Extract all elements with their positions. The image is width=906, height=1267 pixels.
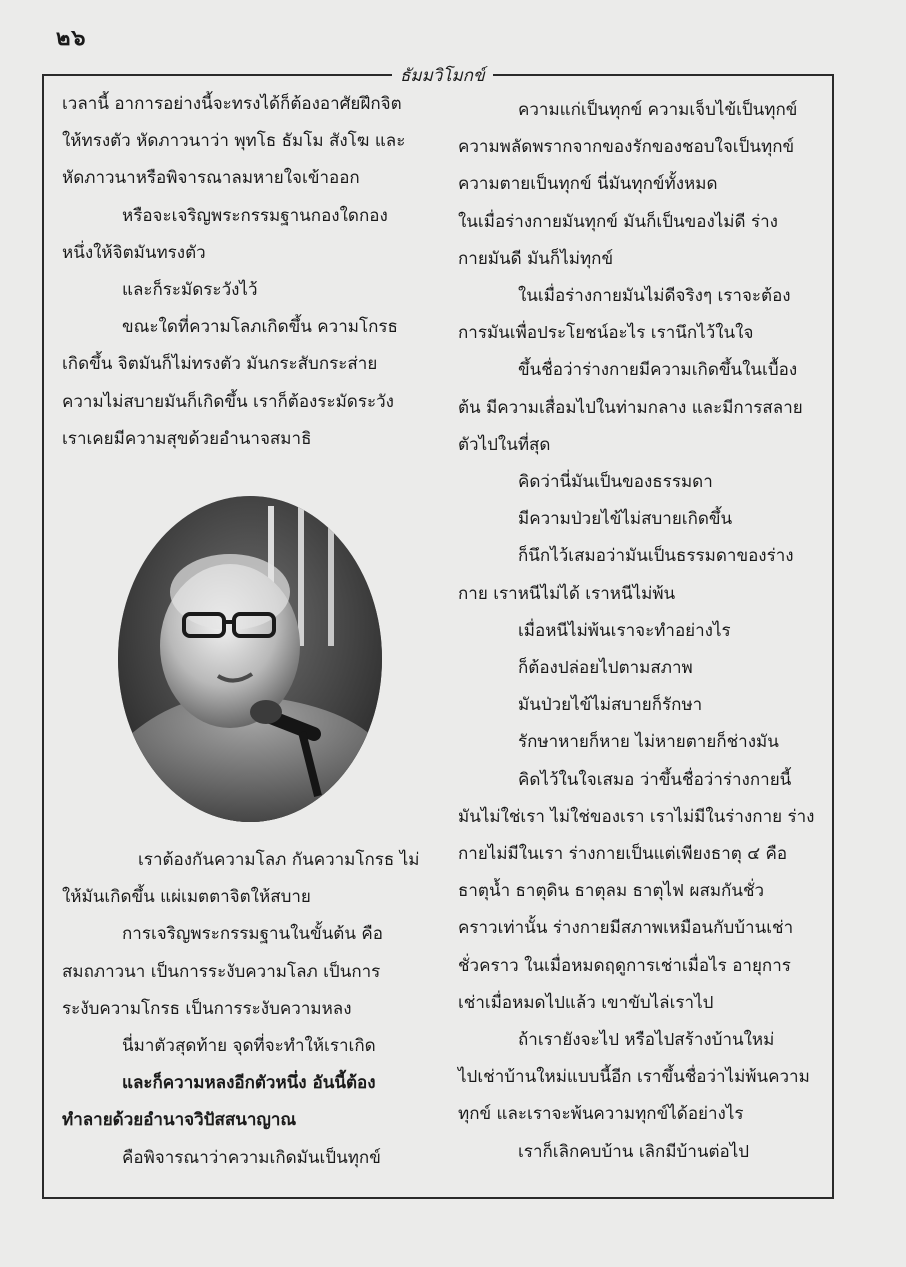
text-line: คิดว่านี่มันเป็นของธรรมดา	[518, 472, 713, 493]
text-line: เราก็เลิกคบบ้าน เลิกมีบ้านต่อไป	[518, 1141, 750, 1162]
text-line: การมันเพื่อประโยชน์อะไร เรานึกไว้ในใจ	[458, 323, 754, 344]
text-line: ให้มันเกิดขึ้น แผ่เมตตาจิตให้สบาย	[62, 887, 311, 908]
text-line: คือพิจารณาว่าความเกิดมันเป็นทุกข์	[122, 1147, 381, 1168]
text-line: ต้น มีความเสื่อมไปในท่ามกลาง และมีการสลาย	[458, 397, 803, 418]
text-line: เวลานี้ อาการอย่างนี้จะทรงได้ก็ต้องอาศัยฝึกจิต	[62, 94, 402, 114]
left-column-top	[62, 86, 434, 458]
left-column-bottom	[62, 842, 434, 1177]
text-line: ความแก่เป็นทุกข์ ความเจ็บไข้เป็นทุกข์	[518, 100, 798, 120]
text-line: ให้ทรงตัว หัดภาวนาว่า พุทโธ ธัมโม สังโฆ และ	[62, 131, 406, 152]
text-line: ทุกข์ และเราจะพ้นความทุกข์ได้อย่างไร	[458, 1104, 744, 1125]
text-line: ธาตุน้ำ ธาตุดิน ธาตุลม ธาตุไฟ ผสมกันชั่ว	[458, 881, 765, 902]
text-line: มีความป่วยไข้ไม่สบายเกิดขึ้น	[518, 509, 733, 530]
page-number: ๒๖	[56, 26, 87, 51]
text-line: ก็ต้องปล่อยไปตามสภาพ	[518, 658, 693, 679]
text-line: กายไม่มีในเรา ร่างกายเป็นแต่เพียงธาตุ ๔ คือ	[458, 844, 788, 865]
text-line: เราเคยมีความสุขด้วยอำนาจสมาธิ	[62, 428, 312, 449]
text-line: รักษาหายก็หาย ไม่หายตายก็ช่างมัน	[518, 732, 779, 753]
text-line: ขึ้นชื่อว่าร่างกายมีความเกิดขึ้นในเบื้อง	[518, 360, 798, 381]
text-line: ระงับความโกรธ เป็นการระงับความหลง	[62, 998, 352, 1019]
text-line: ในเมื่อร่างกายมันไม่ดีจริงๆ เราจะต้อง	[518, 286, 791, 307]
text-line: มันป่วยไข้ไม่สบายก็รักษา	[518, 695, 703, 716]
text-line: กายมันดี มันก็ไม่ทุกข์	[458, 248, 614, 269]
text-line: ทำลายด้วยอำนาจวิปัสสนาญาณ	[62, 1110, 297, 1131]
text-line: และก็ระมัดระวังไว้	[122, 280, 258, 301]
text-line: ถ้าเรายังจะไป หรือไปสร้างบ้านใหม่	[518, 1030, 775, 1051]
text-line: เมื่อหนีไม่พ้นเราจะทำอย่างไร	[518, 620, 731, 641]
text-line: ตัวไปในที่สุด	[458, 434, 551, 455]
text-line: ขณะใดที่ความโลภเกิดขึ้น ความโกรธ	[122, 317, 398, 338]
text-line: เช่าเมื่อหมดไปแล้ว เขาขับไล่เราไป	[458, 992, 714, 1013]
text-line: หนึ่งให้จิตมันทรงตัว	[62, 242, 206, 263]
text-line: ความไม่สบายมันก็เกิดขึ้น เราก็ต้องระมัดระวัง	[62, 391, 394, 412]
text-line: นี่มาตัวสุดท้าย จุดที่จะทำให้เราเกิด	[122, 1036, 376, 1057]
text-line: และก็ความหลงอีกตัวหนึ่ง อันนี้ต้อง	[122, 1073, 376, 1094]
monk-portrait-photo	[118, 496, 382, 822]
text-line: เกิดขึ้น จิตมันก็ไม่ทรงตัว มันกระสับกระส่าย	[62, 354, 378, 375]
text-line: ความพลัดพรากจากของรักของชอบใจเป็นทุกข์	[458, 137, 795, 158]
portrait-illustration	[118, 496, 382, 822]
text-line: หรือจะเจริญพระกรรมฐานกองใดกอง	[122, 205, 388, 226]
text-line: คราวเท่านั้น ร่างกายมีสภาพเหมือนกับบ้านเช่า	[458, 918, 794, 939]
text-line: ไปเช่าบ้านใหม่แบบนี้อีก เราขึ้นชื่อว่าไม่พ้นความ	[458, 1067, 810, 1088]
text-line: หัดภาวนาหรือพิจารณาลมหายใจเข้าออก	[62, 168, 360, 189]
running-header: ธัมมวิโมกข์	[392, 62, 493, 89]
text-line: เราต้องกันความโลภ กันความโกรธ ไม่	[138, 850, 420, 870]
text-line: ก็นึกไว้เสมอว่ามันเป็นธรรมดาของร่าง	[518, 546, 794, 567]
text-line: ในเมื่อร่างกายมันทุกข์ มันก็เป็นของไม่ดี ร่าง	[458, 211, 778, 232]
text-line: สมถภาวนา เป็นการระงับความโลภ เป็นการ	[62, 961, 381, 982]
text-line: ความตายเป็นทุกข์ นี่มันทุกข์ทั้งหมด	[458, 174, 718, 195]
text-line: การเจริญพระกรรมฐานในขั้นต้น คือ	[122, 924, 383, 945]
right-column	[458, 92, 824, 1171]
text-line: คิดไว้ในใจเสมอ ว่าขึ้นชื่อว่าร่างกายนี้	[518, 769, 792, 790]
text-line: มันไม่ใช่เรา ไม่ใช่ของเรา เราไม่มีในร่างกาย ร่าง	[458, 806, 815, 827]
text-line: กาย เราหนีไม่ได้ เราหนีไม่พ้น	[458, 583, 676, 604]
text-line: ชั่วคราว ในเมื่อหมดฤดูการเช่าเมื่อไร อายุการ	[458, 955, 791, 976]
